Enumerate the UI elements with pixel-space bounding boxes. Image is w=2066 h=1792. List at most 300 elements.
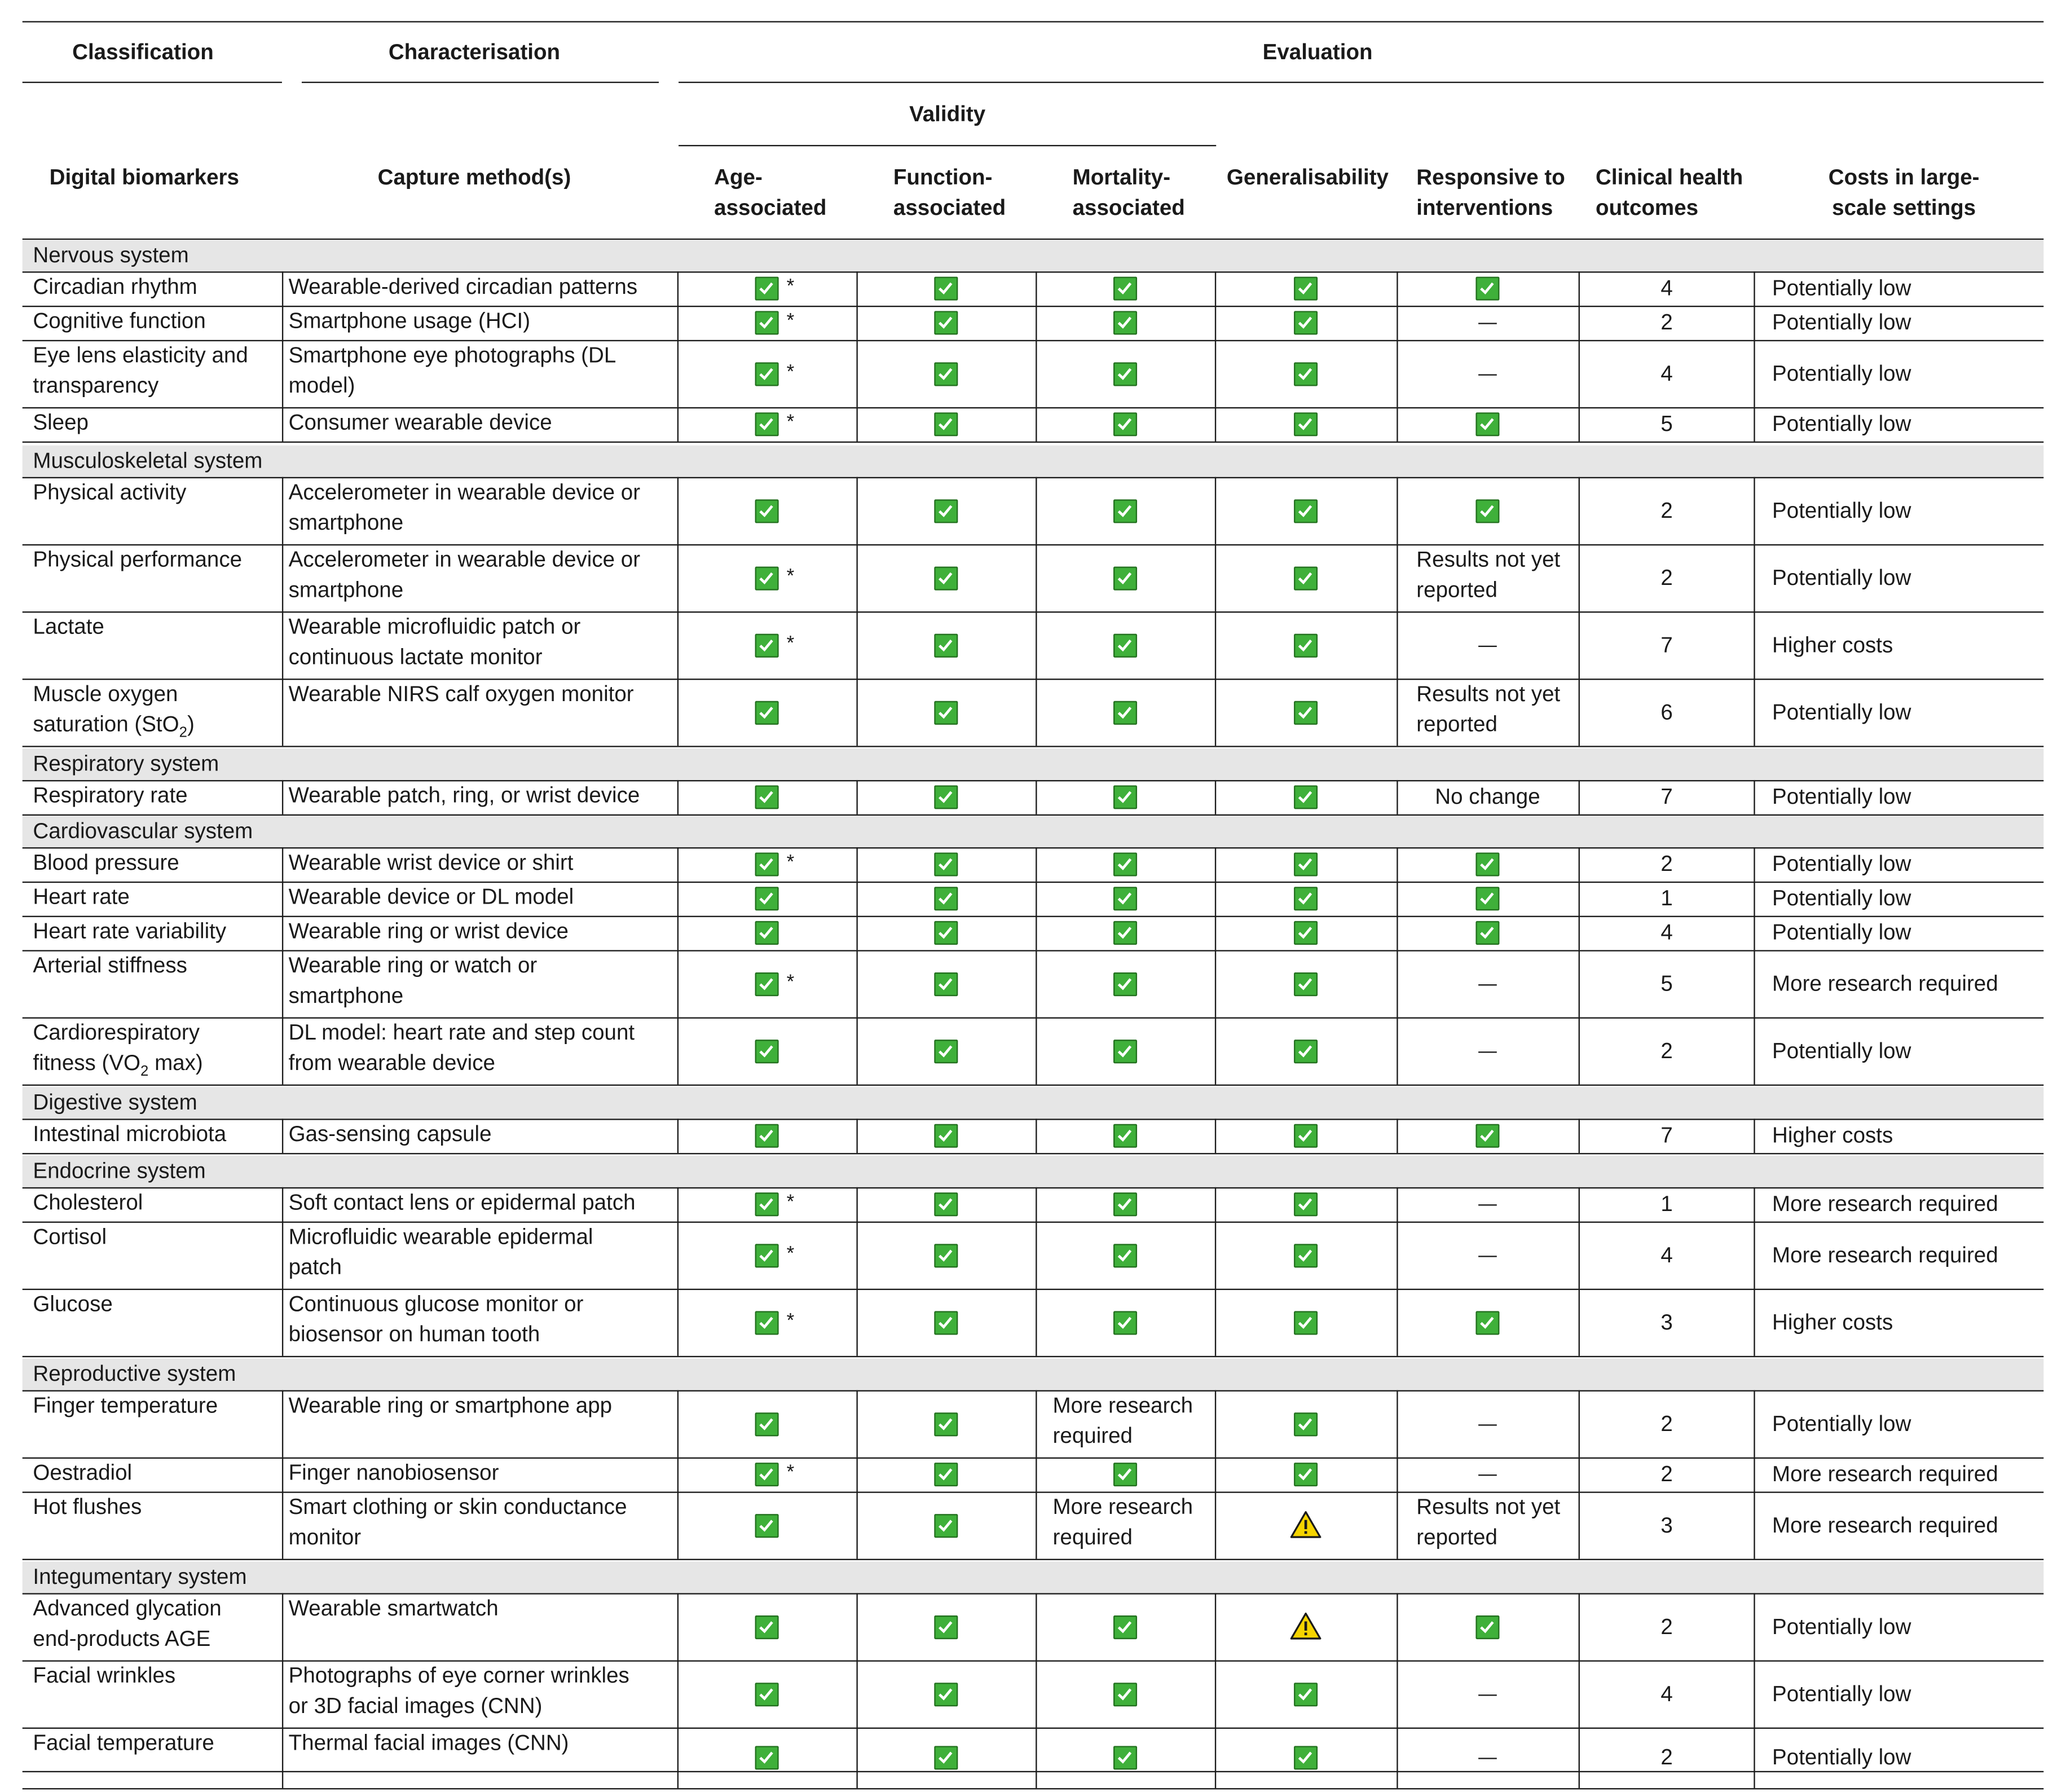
clinical-outcomes-count: 2 [1660,1412,1673,1436]
column-divider [677,1289,679,1356]
column-divider [1036,306,1037,340]
mortality-check-icon [1113,1310,1137,1334]
capture-method [289,545,640,606]
row-rule [23,442,2044,443]
function-check-icon [934,1615,958,1639]
capture-method-line: Wearable device or DL model [288,885,574,909]
dash-icon [1478,1474,1497,1476]
cost-note: Potentially low [1772,887,1911,911]
capture-method-line: Wearable-derived circadian patterns [288,275,638,300]
column-divider [282,1728,283,1788]
column-divider [1397,847,1398,882]
clinical-outcomes-count: 7 [1660,1124,1673,1148]
mortality-check-icon [1113,1124,1137,1148]
capture-method-line: from wearable device [288,1051,495,1076]
row-rule [23,1085,2044,1086]
system-label: Reproductive system [33,1362,236,1386]
generalisability-check-icon [1294,633,1318,657]
header-clinical-outcomes [1596,164,1743,224]
column-divider [1036,1289,1037,1356]
cost-note: Potentially low [1772,785,1911,809]
bottom-rule [23,1771,2044,1772]
column-divider [856,1289,857,1356]
generalisability-check-icon [1294,311,1318,334]
column-divider [1397,882,1398,916]
column-divider [1215,611,1216,679]
column-divider [1215,306,1216,340]
column-divider [1036,407,1037,442]
biomarker-name-line: Sleep [33,411,89,435]
age-check-icon [755,1192,779,1216]
column-divider [282,679,283,746]
header-validity: Validity [909,103,986,127]
responsive-check-icon [1475,1615,1499,1639]
capture-method [289,1493,627,1553]
biomarker-name [33,883,129,913]
column-divider [856,1222,857,1289]
biomarker-name [33,1729,214,1759]
cost-note: Potentially low [1772,921,1911,945]
clinical-outcomes-count: 4 [1660,276,1673,301]
system-band [23,1359,2044,1390]
column-divider [1754,1119,1755,1153]
mortality-check-icon [1113,633,1137,657]
column-divider [1215,407,1216,442]
column-divider [677,544,679,611]
column-divider [856,340,857,407]
function-check-icon [934,362,958,385]
biomarker-name-line: Cortisol [33,1225,107,1249]
cost-note: More research required [1772,1192,1998,1217]
column-divider [1397,1593,1398,1660]
generalisability-check-icon [1294,887,1318,910]
function-check-icon [934,277,958,301]
column-divider [677,1119,679,1153]
column-divider [282,1491,283,1558]
clinical-outcomes-count: 7 [1660,633,1673,657]
column-divider [1754,340,1755,407]
age-check-icon [755,1463,779,1486]
generalisability-check-icon [1294,921,1318,945]
asterisk-note: * [786,970,795,993]
clinical-outcomes-count: 2 [1660,566,1673,590]
column-divider [677,950,679,1017]
column-divider [1579,340,1580,407]
responsive-note [1416,1493,1560,1553]
classification-rule [23,82,282,83]
capture-method-line: smartphone [288,984,404,1009]
capture-method-line: Soft contact lens or epidermal patch [288,1191,636,1215]
column-divider [1579,407,1580,442]
header-responsive-line1: Responsive to [1416,166,1565,190]
mortality-check-icon [1113,852,1137,876]
biomarker-name [33,545,242,576]
column-divider [1397,1187,1398,1222]
biomarker-name [33,1223,107,1253]
column-divider [1215,1187,1216,1222]
mortality-check-icon [1113,566,1137,589]
biomarker-name-line: Arterial stiffness [33,954,187,978]
mortality-note-line: required [1052,1526,1133,1550]
biomarker-name [33,1120,226,1151]
column-divider [677,1187,679,1222]
age-check-icon [755,633,779,657]
column-divider [677,611,679,679]
function-check-icon [934,499,958,522]
column-divider [282,1017,283,1084]
capture-method [289,1392,613,1422]
age-check-icon [755,852,779,876]
column-divider [1579,1187,1580,1222]
column-divider [1397,1119,1398,1153]
column-divider [1754,477,1755,544]
column-divider [677,1728,679,1788]
capture-method-line: DL model: heart rate and step count [288,1021,635,1045]
clinical-outcomes-count: 2 [1660,1746,1673,1770]
column-divider [1754,1222,1755,1289]
function-check-icon [934,1463,958,1486]
responsive-note-line: reported [1416,578,1497,602]
column-divider [1036,477,1037,544]
column-divider [1215,340,1216,407]
mortality-check-icon [1113,1463,1137,1486]
column-divider [1397,1017,1398,1084]
row-rule [23,1356,2044,1357]
column-divider [856,1017,857,1084]
biomarker-name [33,1392,218,1422]
column-divider [1036,1390,1037,1458]
cost-note: Potentially low [1772,412,1911,437]
column-divider [1215,544,1216,611]
mortality-check-icon [1113,1243,1137,1267]
capture-method-line: Wearable NIRS calf oxygen monitor [288,683,634,707]
cost-note: More research required [1772,1513,1998,1538]
function-check-icon [934,1412,958,1436]
mortality-check-icon [1113,277,1137,301]
row-rule [23,1153,2044,1154]
system-label: Endocrine system [33,1159,206,1183]
biomarker-name-line: Hot flushes [33,1495,142,1520]
column-divider [1397,780,1398,814]
column-divider [282,1119,283,1153]
biomarker-name [33,478,186,509]
header-clinical-line1: Clinical health [1596,166,1743,190]
biomarker-name-line: Advanced glycation [33,1597,222,1621]
dash-icon [1478,984,1497,985]
clinical-outcomes-count: 4 [1660,921,1673,945]
header-generalisability: Generalisability [1226,166,1389,190]
capture-method-line: Wearable patch, ring, or wrist device [288,783,640,808]
system-label: Musculoskeletal system [33,449,263,473]
column-divider [1036,1119,1037,1153]
biomarker-name-line: Circadian rhythm [33,275,197,300]
column-divider [856,679,857,746]
column-divider [1215,1660,1216,1727]
biomarker-name-text: fitness (VO [33,1051,141,1076]
asterisk-note: * [786,632,795,654]
column-divider [1397,916,1398,950]
capture-method [289,613,581,673]
column-divider [1754,1187,1755,1222]
column-divider [677,847,679,882]
clinical-outcomes-count: 2 [1660,852,1673,877]
column-divider [282,477,283,544]
column-divider [677,1491,679,1558]
top-rule [23,21,2044,22]
mortality-check-icon [1113,499,1137,522]
warning-icon [1290,1509,1321,1538]
column-divider [1036,611,1037,679]
asterisk-note: * [786,1191,795,1214]
validity-rule [679,145,1216,146]
mortality-check-icon [1113,887,1137,910]
capture-method-line: Smart clothing or skin conductance [288,1495,627,1520]
function-check-icon [934,921,958,945]
column-divider [282,916,283,950]
capture-method [289,1729,569,1759]
clinical-outcomes-count: 2 [1660,311,1673,335]
dash-icon [1478,1255,1497,1256]
column-divider [1215,1289,1216,1356]
column-divider [1215,1458,1216,1492]
column-divider [1036,1728,1037,1788]
biomarker-name-line: Facial temperature [33,1731,214,1755]
biomarker-name [33,1290,112,1320]
biomarker-name [33,680,194,748]
column-divider [1215,847,1216,882]
age-check-icon [755,1513,779,1537]
column-divider [856,1593,857,1660]
column-divider [1754,1593,1755,1660]
biomarker-name [33,952,187,982]
column-divider [856,1458,857,1492]
function-check-icon [934,1310,958,1334]
system-band [23,446,2044,477]
row-rule [23,746,2044,747]
column-divider [856,306,857,340]
column-divider [1036,950,1037,1017]
column-divider [282,407,283,442]
age-check-icon [755,887,779,910]
column-divider [1579,611,1580,679]
cost-note: Potentially low [1772,700,1911,724]
generalisability-check-icon [1294,499,1318,522]
capture-method-line: Smartphone usage (HCI) [288,309,531,334]
header-classification: Classification [72,41,214,65]
generalisability-check-icon [1294,1682,1318,1706]
generalisability-check-icon [1294,412,1318,436]
age-check-icon [755,412,779,436]
biomarker-name-line: Lactate [33,615,104,640]
column-divider [1579,1593,1580,1660]
biomarker-name [33,848,179,879]
generalisability-check-icon [1294,566,1318,589]
header-mortality-line1: Mortality- [1072,166,1171,190]
biomarker-name-line: Glucose [33,1292,113,1317]
cost-note: Potentially low [1772,362,1911,386]
cost-note: Higher costs [1772,1310,1893,1335]
column-divider [1397,1491,1398,1558]
generalisability-check-icon [1294,1463,1318,1486]
function-check-icon [934,852,958,876]
asterisk-note: * [786,565,795,587]
column-divider [1754,1390,1755,1458]
clinical-outcomes-count: 5 [1660,971,1673,996]
capture-method-line: or 3D facial images (CNN) [288,1694,543,1719]
column-divider [1754,271,1755,306]
column-divider [282,882,283,916]
capture-method-line: patch [288,1256,342,1280]
column-divider [1754,407,1755,442]
age-check-icon [755,701,779,724]
responsive-note-line: Results not yet [1416,683,1561,707]
mortality-note-line: More research [1052,1495,1193,1520]
function-check-icon [934,1513,958,1537]
column-divider [1754,780,1755,814]
generalisability-check-icon [1294,785,1318,809]
age-check-icon [755,1243,779,1267]
age-check-icon [755,566,779,589]
responsive-check-icon [1475,277,1499,301]
column-divider [1579,1222,1580,1289]
column-divider [282,271,283,306]
dash-icon [1478,1204,1497,1205]
biomarker-name-text: saturation (StO [33,712,179,737]
column-divider [677,1458,679,1492]
column-divider [1579,1728,1580,1788]
clinical-outcomes-count: 2 [1660,1614,1673,1639]
mortality-check-icon [1113,362,1137,385]
responsive-note-line: Results not yet [1416,548,1561,572]
header-mortality-associated [1073,164,1185,224]
column-divider [1397,340,1398,407]
function-check-icon [934,785,958,809]
function-check-icon [934,972,958,996]
function-check-icon [934,311,958,334]
capture-method [289,273,637,303]
column-divider [1579,780,1580,814]
column-divider [1036,340,1037,407]
responsive-check-icon [1475,1310,1499,1334]
mortality-note-line: required [1052,1424,1133,1448]
column-divider [1579,1289,1580,1356]
capture-method-line: continuous lactate monitor [288,645,543,670]
capture-method [289,680,634,710]
generalisability-check-icon [1294,852,1318,876]
column-divider [1036,1187,1037,1222]
function-check-icon [934,566,958,589]
column-divider [856,1187,857,1222]
column-divider [1579,1458,1580,1492]
column-divider [1579,1119,1580,1153]
column-divider [1754,1728,1755,1788]
column-divider [1579,916,1580,950]
dash-icon [1478,1758,1497,1759]
capture-method [289,883,574,913]
column-divider [677,1390,679,1458]
column-divider [856,950,857,1017]
biomarker-name [33,1459,132,1489]
header-responsive-line2: interventions [1416,196,1553,221]
header-clinical-line2: outcomes [1596,196,1699,221]
column-divider [1754,1017,1755,1084]
cost-note: Potentially low [1772,1614,1911,1639]
dash-icon [1478,1051,1497,1052]
dash-icon [1478,1694,1497,1695]
cost-note: More research required [1772,971,1998,996]
column-divider [1397,306,1398,340]
header-age-line1: Age- [714,166,763,190]
column-divider [282,1660,283,1727]
capture-method [289,307,530,337]
mortality-check-icon [1113,1192,1137,1216]
column-divider [1036,271,1037,306]
cost-note: Potentially low [1772,1682,1911,1706]
capture-method-line: smartphone [288,511,404,535]
column-divider [1579,477,1580,544]
function-check-icon [934,1682,958,1706]
capture-method [289,1019,635,1079]
column-divider [677,340,679,407]
header-capture-methods: Capture method(s) [377,166,571,190]
system-label: Cardiovascular system [33,820,253,844]
column-divider [1397,1390,1398,1458]
column-divider [1036,916,1037,950]
biomarker-name-line [33,710,194,748]
column-divider [1036,679,1037,746]
column-divider [1579,306,1580,340]
column-divider [1397,1222,1398,1289]
biomarker-name-line: Muscle oxygen [33,683,178,707]
generalisability-check-icon [1294,1746,1318,1769]
biomarker-name-line: transparency [33,374,159,398]
responsive-note-line: Results not yet [1416,1495,1561,1520]
capture-method-line: Accelerometer in wearable device or [288,548,641,572]
column-divider [1215,780,1216,814]
system-band [23,1561,2044,1593]
column-divider [1036,1017,1037,1084]
biomarker-name [33,613,104,643]
clinical-outcomes-count: 1 [1660,887,1673,911]
mortality-check-icon [1113,785,1137,809]
column-divider [1754,611,1755,679]
cost-note: Potentially low [1772,311,1911,335]
column-divider [1215,271,1216,306]
column-divider [677,1660,679,1727]
mortality-check-icon [1113,701,1137,724]
capture-method-line: Thermal facial images (CNN) [288,1731,569,1755]
age-check-icon [755,1682,779,1706]
column-divider [1215,1593,1216,1660]
column-divider [1215,679,1216,746]
column-divider [282,1593,283,1660]
clinical-outcomes-count: 2 [1660,499,1673,523]
column-divider [856,1728,857,1788]
responsive-check-icon [1475,852,1499,876]
column-divider [1036,882,1037,916]
system-band [23,748,2044,780]
mortality-check-icon [1113,1039,1137,1063]
column-divider [1754,882,1755,916]
column-divider [1397,611,1398,679]
column-divider [282,847,283,882]
column-divider [1579,544,1580,611]
clinical-outcomes-count: 5 [1660,412,1673,437]
capture-method [289,1120,492,1151]
column-divider [1215,1119,1216,1153]
dash-icon [1478,645,1497,646]
function-check-icon [934,1192,958,1216]
